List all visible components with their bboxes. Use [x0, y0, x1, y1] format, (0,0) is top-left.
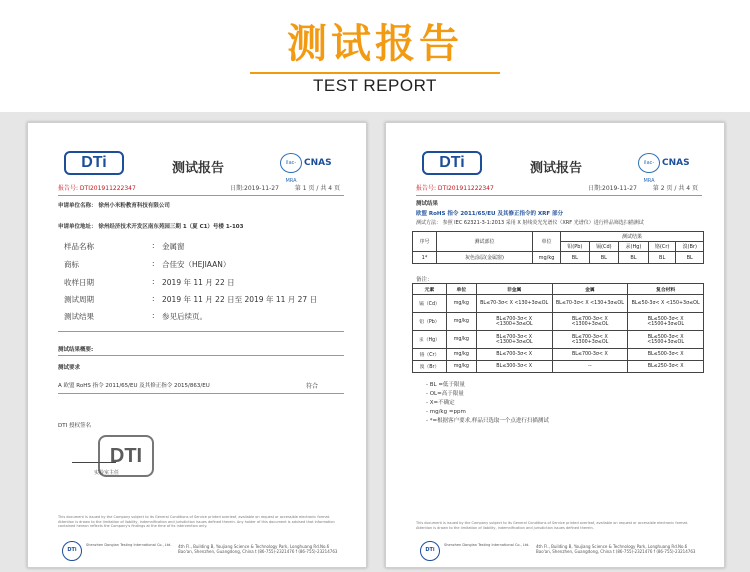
test-method: 测试方法： 参照 IEC 62321-3-1:2013 采用 X 射线荧光光谱仪（XRF 光谱仪）进行样品筛选扫描测试: [416, 220, 644, 226]
table-row: 1* 灰色涂层(金属窗) mg/kg BL BL BL BL BL: [413, 252, 704, 264]
report-meta: [58, 183, 340, 193]
field-value: 金属窗: [162, 242, 185, 251]
page-subtitle: TEST REPORT: [313, 76, 437, 95]
cnas-icon: CNAS: [304, 158, 332, 168]
company-name: Shenzhen Dongian Testing International Co., Ltd.: [86, 543, 172, 547]
company-address: 4th Fl., Building B, Youjiang Science & Technology Park, Longhuang Rd.No.6 Bao'an, Shenzhen, Guangdong, China t (86-755)-2321476 f (86-755)-23214763: [536, 544, 696, 554]
table-header: 复合材料: [628, 284, 704, 295]
field-label: 测试周期: [64, 295, 94, 304]
divider: [58, 393, 344, 394]
field-value: 2019 年 11 月 22 日: [162, 278, 235, 287]
remark-label: 备注：: [416, 277, 433, 283]
table-subheader: 铅(Pb): [561, 242, 590, 252]
field-label: 测试结果: [64, 312, 94, 321]
accreditation-badges: [280, 151, 340, 184]
report-number: 报告号: DTI201911222347: [416, 185, 494, 192]
applicant-address: 申请单位地址： 徐州经济技术开发区南东苑园三期 1（夏 C1）号楼 1-103: [58, 224, 244, 230]
table-row: 镉（Cd） mg/kg BL≤70-3σ< X <130+3σ≤OL BL≤70-3σ< X <130+3σ≤OL BL≤50-3σ< X <150+3σ≤OL: [413, 295, 704, 313]
section-heading: 测试结果: [416, 201, 439, 207]
ilac-mra-icon: ilac-MRA: [280, 153, 302, 173]
table-subheader: 溴(Br): [676, 242, 704, 252]
table-header: 非金属: [476, 284, 552, 295]
title-underline: [250, 72, 500, 74]
report-footer: [58, 541, 344, 561]
dti-stamp-icon: DTI: [98, 435, 154, 477]
report-number: 报告号: DTI201911222347: [58, 185, 136, 192]
field-label: 商标: [64, 260, 79, 269]
dti-seal-icon: DTi: [420, 541, 440, 561]
ilac-mra-icon: ilac-MRA: [638, 153, 660, 173]
table-header: 测试结果: [561, 232, 704, 242]
report-page-1[interactable]: DTi 测试报告 ilac-MRA CNAS 报告号: DTI201911222347 日期:2019-11-27 第 1 页 / 共 4 页 申请单位名称： 徐州小米粉教育科技有限公司 申请单位地址： 徐州经济技术开发区南东苑园三期 1（夏 C1）号楼 1-103 样品名称 : 金属窗 商标 : 合佳安（HEJIAAN） 收样日期 : 2019 年 11 月 22 日 测试周期 : 2019 年 11 月 22 日至 2019 年 11 月 27 日 测试结果 : 参见后续页。 测试结果概要: 测试要求 A 欧盟 RoHS 指令 2011/65/EU 及其修正指令 2015/863/EU 符合 DTI 授权签名 DTI 实验室主任 This document is issued by the Company subject to its General Conditions of Service printed overleaf, available on request or accessible electronic format. Attention is drawn to the limitation of liability, indemnification and jurisdiction issues defined therein. Any holder of this document is advised that information contained hereon reflects the Company's findings at the time of its intervention only. DTi Shenzhen Dongian Testing International Co., Ltd. 4th Fl., Building B, Youjiang Science & Technology Park, Longhuang Rd.No.6 Bao'an, Shenzhen, Guangdong, China t (86-755)-2321476 f (86-755)-23214763: [27, 122, 367, 568]
report-date: 日期:2019-11-27: [230, 185, 279, 192]
table-subheader: 铬(Cr): [648, 242, 676, 252]
page-title: 测试报告: [287, 21, 463, 67]
report-title: 测试报告: [529, 161, 582, 176]
note-item: - *=根据客户要求,样品只选取一个点进行扫描测试: [426, 418, 549, 424]
divider: [58, 195, 344, 196]
field-label: 样品名称: [64, 242, 94, 251]
auth-label: DTI 授权签名: [58, 423, 91, 429]
accreditation-badges: [638, 151, 698, 184]
divider: [58, 355, 344, 356]
note-item: - BL =低于限量: [426, 382, 465, 388]
report-meta: [416, 183, 698, 193]
field-value: 合佳安（HEJIAAN）: [162, 260, 231, 269]
note-item: - X=不确定: [426, 400, 455, 406]
page-number: 第 2 页 / 共 4 页: [652, 185, 698, 192]
screening-table: [412, 231, 704, 264]
field-value: 参见后续页。: [162, 312, 207, 321]
dti-logo: DTi: [64, 151, 124, 175]
fine-print: This document is issued by the Company subject to its General Conditions of Service printed overleaf, available on request or accessible electronic format. Attention is drawn to the limitation of liability, indemnification and jurisdiction issues defined therein.: [416, 521, 689, 530]
company-address: 4th Fl., Building B, Youjiang Science & Technology Park, Longhuang Rd.No.6 Bao'an, Shenzhen, Guangdong, China t (86-755)-2321476 f (86-755)-23214763: [178, 544, 338, 554]
field-label: 收样日期: [64, 278, 94, 287]
notes-list: [426, 381, 549, 426]
table-subheader: 镉(Cd): [589, 242, 618, 252]
field-value: 2019 年 11 月 22 日至 2019 年 11 月 27 日: [162, 295, 318, 304]
divider: [58, 331, 344, 332]
section-title: 欧盟 RoHS 指令 2011/65/EU 及其修正指令的 XRF 部分: [416, 211, 564, 217]
limits-table: [412, 283, 704, 373]
report-page-2[interactable]: [385, 122, 725, 568]
note-item: - mg/kg =ppm: [426, 409, 466, 415]
table-header: 元素: [413, 284, 447, 295]
dti-logo: DTi: [422, 151, 482, 175]
table-header: 金属: [552, 284, 628, 295]
cnas-icon: CNAS: [662, 158, 690, 168]
report-date: 日期:2019-11-27: [588, 185, 637, 192]
table-row: 溴（Br） mg/kg BL≤300-3σ< X -- BL≤250-3σ< X: [413, 361, 704, 373]
summary-heading: 测试结果概要:: [58, 347, 94, 353]
request-heading: 测试要求: [58, 365, 81, 371]
report-footer: [416, 541, 702, 561]
conclusion: 符合: [306, 383, 319, 390]
note-item: - OL=高于限量: [426, 391, 464, 397]
request-line: A 欧盟 RoHS 指令 2011/65/EU 及其修正指令 2015/863/EU: [58, 383, 210, 389]
table-header: 单位: [533, 232, 561, 252]
table-row: 铬（Cr） mg/kg BL≤700-3σ< X BL≤700-3σ< X BL≤500-3σ< X: [413, 349, 704, 361]
page-number: 第 1 页 / 共 4 页: [294, 185, 340, 192]
dti-seal-icon: DTi: [62, 541, 82, 561]
applicant-name: 申请单位名称： 徐州小米粉教育科技有限公司: [58, 203, 170, 209]
table-header: 序号: [413, 232, 437, 252]
company-name: Shenzhen Dongian Testing International Co., Ltd.: [444, 543, 530, 547]
signer-title: 实验室主任: [94, 470, 120, 476]
table-row: 铅（Pb） mg/kg BL≤700-3σ< X <1300+3σ≤OL BL≤700-3σ< X <1300+3σ≤OL BL≤500-3σ< X <1500+3σ≤OL: [413, 313, 704, 331]
report-title: 测试报告: [171, 161, 224, 176]
table-subheader: 汞(Hg): [619, 242, 649, 252]
table-header: 测试部位: [437, 232, 533, 252]
fine-print: This document is issued by the Company subject to its General Conditions of Service printed overleaf, available on request or accessible electronic format. Attention is drawn to the limitation of liability, indemnification and jurisdiction issues defined therein. Any holder of this document is advised that information contained hereon reflects the Company's findings at the time of its intervention only.: [58, 515, 335, 528]
divider: [416, 195, 702, 196]
table-header: 单位: [446, 284, 476, 295]
table-row: 汞（Hg） mg/kg BL≤700-3σ< X <1300+3σ≤OL BL≤700-3σ< X <1300+3σ≤OL BL≤500-3σ< X <1500+3σ≤OL: [413, 331, 704, 349]
